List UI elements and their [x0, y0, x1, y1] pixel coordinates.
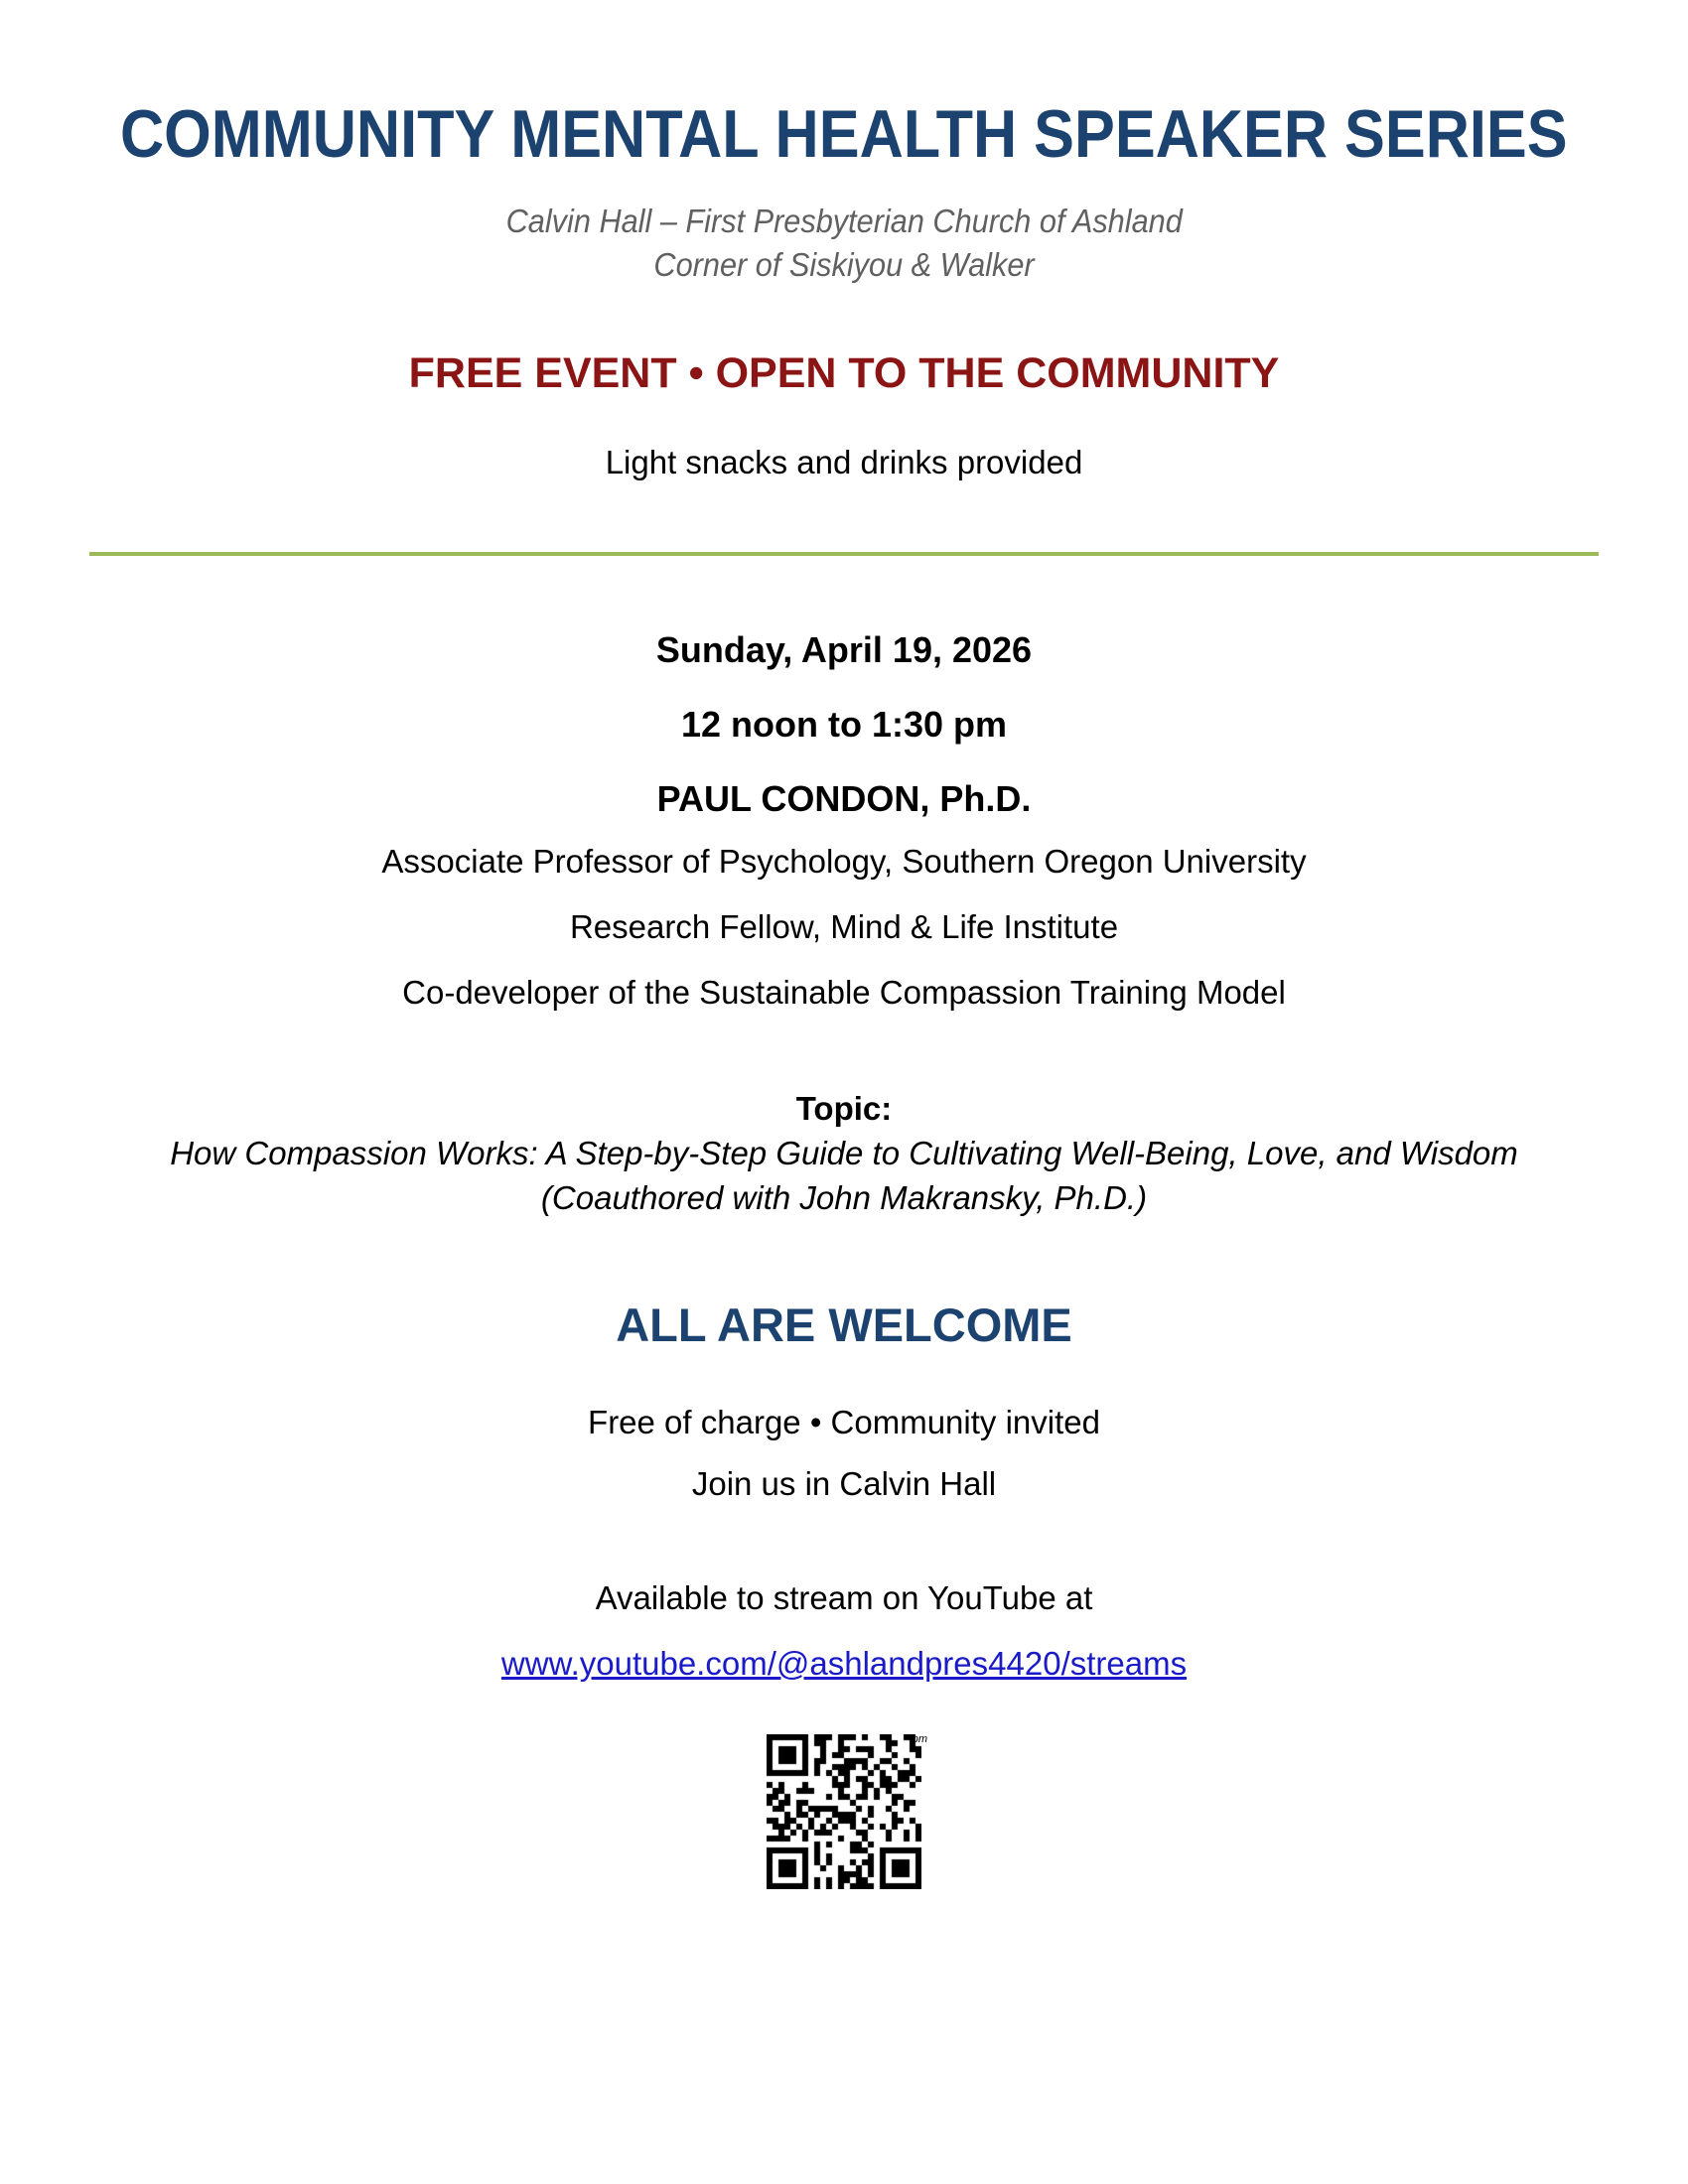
speaker-credential: Associate Professor of Psychology, Southern Oregon University [381, 843, 1307, 880]
event-time: 12 noon to 1:30 pm [680, 704, 1008, 745]
snacks-note: Light snacks and drinks provided [605, 444, 1083, 480]
qr-code-icon [767, 1734, 921, 1889]
qr-code-container [767, 1733, 927, 1889]
venue-line-2: Corner of Siskiyou & Walker [653, 246, 1035, 283]
event-date: Sunday, April 19, 2026 [655, 629, 1033, 670]
free-event-banner: FREE EVENT • OPEN TO THE COMMUNITY [408, 349, 1280, 397]
welcome-line-2: Join us in Calvin Hall [691, 1465, 997, 1502]
welcome-headline: ALL ARE WELCOME [616, 1298, 1072, 1351]
stream-link-line [0, 1645, 1688, 1683]
youtube-stream-link[interactable]: www.youtube.com/@ashlandpres4420/streams [500, 1645, 1188, 1682]
speaker-name: PAUL CONDON, Ph.D. [656, 778, 1032, 819]
venue-line-1: Calvin Hall – First Presbyterian Church of Ashland [505, 203, 1183, 239]
page-title [0, 95, 1688, 173]
speaker-credential: Co-developer of the Sustainable Compassion Training Model [402, 974, 1286, 1011]
topic-label: Topic: [795, 1090, 893, 1127]
page-title-text: COMMUNITY MENTAL HEALTH SPEAKER SERIES [120, 96, 1568, 172]
welcome-line-1: Free of charge • Community invited [588, 1404, 1100, 1440]
stream-intro: Available to stream on YouTube at [595, 1579, 1093, 1616]
section-divider [89, 552, 1599, 556]
qr-corner-mark: pm [912, 1733, 927, 1745]
topic-coauthor: (Coauthored with John Makransky, Ph.D.) [540, 1179, 1148, 1216]
speaker-credential: Research Fellow, Mind & Life Institute [569, 908, 1119, 945]
topic-title: How Compassion Works: A Step-by-Step Guide to Cultivating Well-Being, Love, and Wisdom [170, 1135, 1518, 1171]
